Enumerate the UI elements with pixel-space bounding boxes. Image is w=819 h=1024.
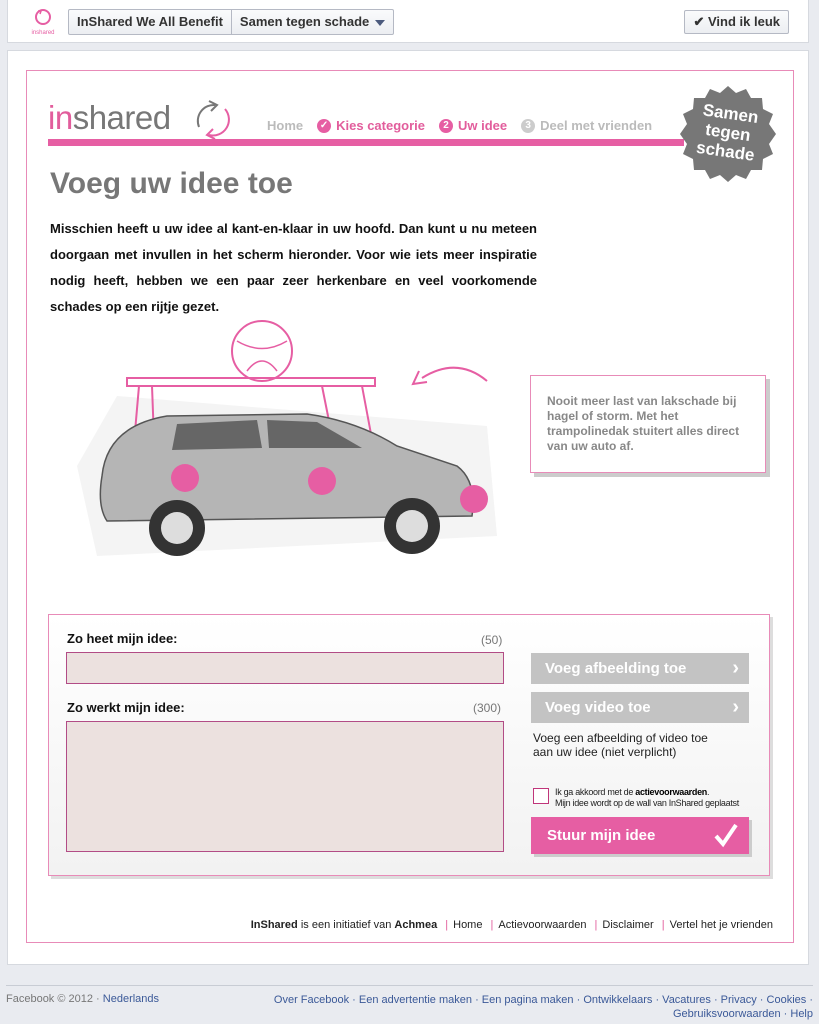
footer-link[interactable]: Een pagina maken xyxy=(481,994,574,1006)
nav-home[interactable] xyxy=(267,118,303,133)
footer-link[interactable]: Over Facebook xyxy=(273,994,350,1006)
chevron-right-icon: › xyxy=(732,696,739,718)
chevron-right-icon: › xyxy=(732,657,739,679)
checkmark-icon xyxy=(713,820,739,850)
like-button[interactable] xyxy=(684,10,789,34)
idea-description-label: Zo werkt mijn idee: xyxy=(67,700,185,715)
media-hint: Voeg een afbeelding of video toe aan uw idee (niet verplicht) xyxy=(533,731,708,759)
footer-divider xyxy=(6,985,813,986)
car-trampoline-illustration xyxy=(77,316,537,566)
inshared-small-logo[interactable] xyxy=(28,6,58,36)
check-circle-icon: ✓ xyxy=(317,119,331,133)
nav-kies-categorie[interactable] xyxy=(317,118,425,133)
nav-deel-met-vrienden[interactable] xyxy=(521,118,652,133)
step-number-icon: 2 xyxy=(439,119,453,133)
recycle-arrows-icon xyxy=(185,97,239,141)
footer-link[interactable]: Privacy xyxy=(720,994,757,1006)
copyright-text: Facebook © 2012 · xyxy=(6,993,100,1005)
terms-prefix: Ik ga akkoord met de xyxy=(555,787,634,797)
nav-step3-label: Deel met vrienden xyxy=(540,118,653,133)
footer-link[interactable]: Vacatures xyxy=(662,994,711,1006)
terms-suffix: Mijn idee wordt op de wall van InShared geplaatst xyxy=(555,798,739,808)
facebook-page-header xyxy=(7,0,809,43)
footer-owner: Achmea xyxy=(394,919,438,931)
footer-link-vertel[interactable]: Vertel het je vrienden xyxy=(669,919,773,931)
app-frame xyxy=(26,70,794,943)
chevron-down-icon xyxy=(375,20,385,26)
idea-description-char-limit: (300) xyxy=(473,701,502,715)
add-image-label: Voeg afbeelding toe xyxy=(545,660,687,677)
checkmark-icon: ✔ xyxy=(693,14,705,29)
logo-in: in xyxy=(48,99,73,136)
footer-link[interactable]: Ontwikkelaars xyxy=(583,994,653,1006)
page-title: Voeg uw idee toe xyxy=(50,167,293,200)
nav-home-label: Home xyxy=(267,118,304,133)
small-logo-text: inshared xyxy=(31,30,55,36)
like-button-label: Vind ik leuk xyxy=(707,14,780,29)
submit-idea-button[interactable] xyxy=(531,817,749,854)
tab-selector-label: Samen tegen schade xyxy=(239,14,370,29)
badge-line: tegen xyxy=(704,119,752,146)
page-breadcrumb xyxy=(68,9,394,35)
terms-text: Ik ga akkoord met de actievoorwaarden. Mijn idee wordt op de wall van InShared geplaatst xyxy=(555,787,739,808)
footer-link[interactable]: Help xyxy=(790,1008,813,1020)
step-navigation xyxy=(267,118,652,133)
idea-description-textarea[interactable] xyxy=(66,721,504,852)
idea-name-label: Zo heet mijn idee: xyxy=(67,631,178,646)
nav-uw-idee[interactable] xyxy=(439,118,507,133)
footer-link-actievoorwaarden[interactable]: Actievoorwaarden xyxy=(498,919,587,931)
footer-link[interactable]: Gebruiksvoorwaarden xyxy=(672,1008,781,1020)
footer-middle: is een initiatief van xyxy=(300,919,392,931)
idea-name-char-limit: (50) xyxy=(481,633,503,647)
idea-callout: Nooit meer last van lakschade bij hagel of storm. Met het trampolinedak stuitert alles direct van uw auto af. xyxy=(530,375,766,473)
inshared-logo[interactable] xyxy=(48,99,171,137)
facebook-footer-left xyxy=(6,993,159,1005)
submit-label: Stuur mijn idee xyxy=(547,827,656,844)
app-panel xyxy=(7,50,809,965)
facebook-footer-links: Over Facebook · Een advertentie maken · Een pagina maken · Ontwikkelaars · Vacatures · Privacy · Cookies · Gebruiksvoorwaarden · Help xyxy=(273,994,813,1020)
footer-link-home[interactable]: Home xyxy=(453,919,483,931)
add-image-button[interactable] xyxy=(531,653,749,684)
tab-selector[interactable] xyxy=(231,10,393,34)
idea-name-input[interactable] xyxy=(66,652,504,684)
footer-brand: InShared xyxy=(250,919,298,931)
nav-step1-label: Kies categorie xyxy=(336,118,425,133)
logo-shared: shared xyxy=(72,99,171,136)
terms-link[interactable]: actievoorwaarden xyxy=(635,787,707,797)
add-video-label: Voeg video toe xyxy=(545,699,651,716)
badge-line: Samen xyxy=(701,100,760,127)
step-number-icon: 3 xyxy=(521,119,535,133)
idea-form xyxy=(48,614,770,876)
add-video-button[interactable] xyxy=(531,692,749,723)
language-link[interactable]: Nederlands xyxy=(102,993,160,1005)
intro-text: Misschien heeft u uw idee al kant-en-klaar in uw hoofd. Dan kunt u nu meteen doorgaan met invullen in het scherm hieronder. Voor wie iets meer inspiratie nodig heeft, hebben we een paar zeer herkenbare en veel voorkomende schades op een rijtje gezet. xyxy=(50,221,537,314)
nav-step2-label: Uw idee xyxy=(458,118,508,133)
footer-link[interactable]: Cookies xyxy=(766,994,807,1006)
footer-link-disclaimer[interactable]: Disclaimer xyxy=(602,919,654,931)
footer-link[interactable]: Een advertentie maken xyxy=(358,994,473,1006)
header-divider xyxy=(48,139,684,146)
terms-checkbox[interactable] xyxy=(533,788,549,804)
app-footer: InShared is een initiatief van Achmea | Home | Actievoorwaarden | Disclaimer | Vertel het je vrienden xyxy=(250,919,773,931)
page-name-link[interactable]: InShared We All Benefit xyxy=(77,14,223,29)
badge-line: schade xyxy=(695,137,756,165)
